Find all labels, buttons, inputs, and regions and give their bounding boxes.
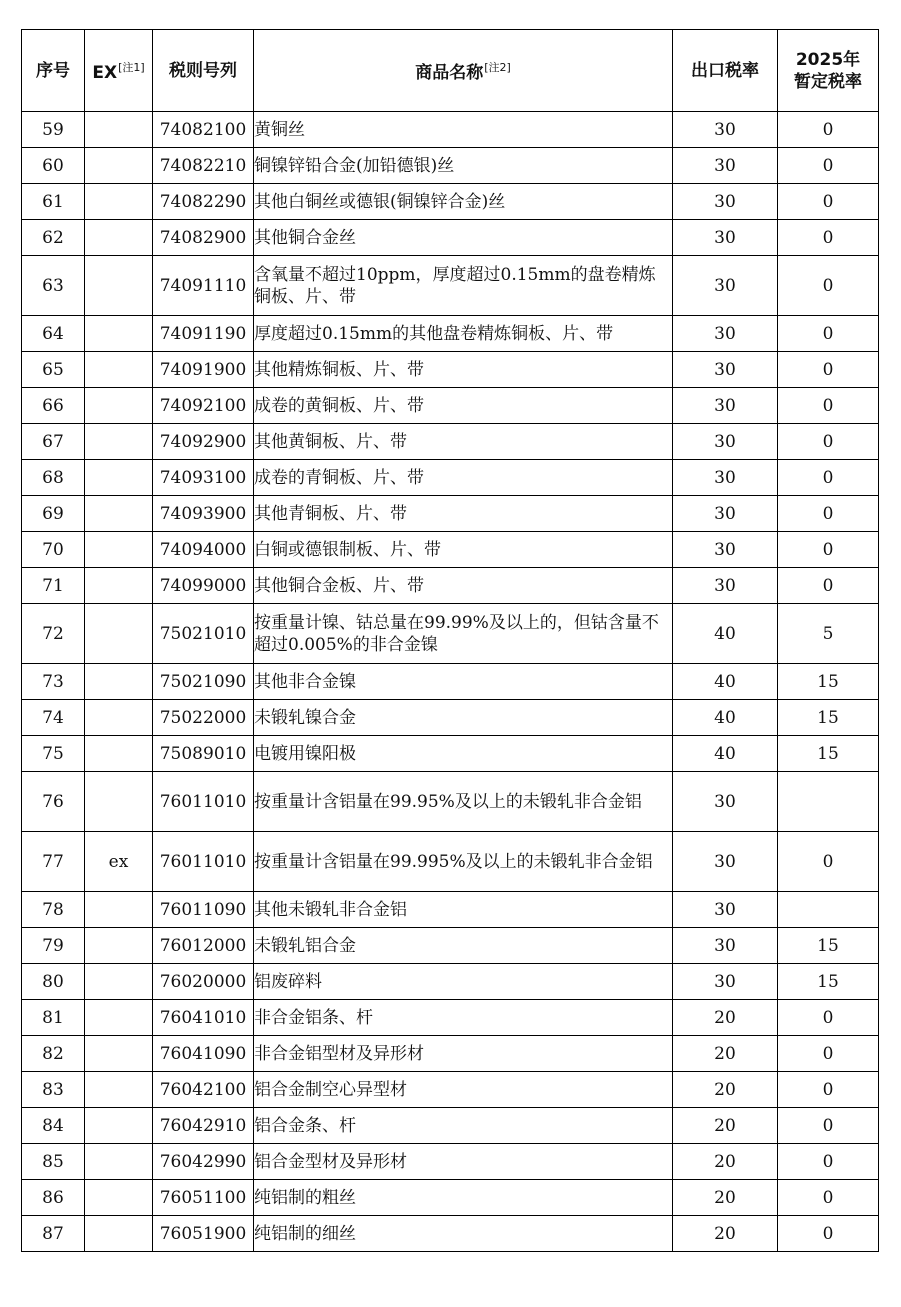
- cell-ex: [85, 148, 153, 184]
- cell-code: 76042100: [153, 1072, 254, 1108]
- cell-seq: 61: [22, 184, 85, 220]
- cell-code: 74099000: [153, 568, 254, 604]
- cell-temp-rate: 0: [778, 832, 879, 892]
- cell-temp-rate: 0: [778, 1036, 879, 1072]
- table-row: [22, 1180, 879, 1216]
- cell-code: 74092900: [153, 424, 254, 460]
- cell-export-rate: 30: [673, 388, 778, 424]
- table-row: [22, 460, 879, 496]
- table-row: [22, 112, 879, 148]
- cell-ex: [85, 316, 153, 352]
- cell-export-rate: 20: [673, 1144, 778, 1180]
- cell-code: 74091190: [153, 316, 254, 352]
- cell-temp-rate: 0: [778, 388, 879, 424]
- cell-code: 76042990: [153, 1144, 254, 1180]
- cell-export-rate: 30: [673, 892, 778, 928]
- cell-ex: [85, 568, 153, 604]
- cell-export-rate: 30: [673, 352, 778, 388]
- cell-temp-rate: 0: [778, 460, 879, 496]
- cell-temp-rate: 0: [778, 112, 879, 148]
- cell-export-rate: 20: [673, 1072, 778, 1108]
- cell-export-rate: 30: [673, 424, 778, 460]
- cell-name: 铝废碎料: [254, 964, 673, 1000]
- cell-name: 按重量计含铝量在99.995%及以上的未锻轧非合金铝: [254, 832, 673, 892]
- cell-ex: [85, 1180, 153, 1216]
- cell-code: 76051100: [153, 1180, 254, 1216]
- cell-export-rate: 40: [673, 700, 778, 736]
- cell-ex: [85, 1000, 153, 1036]
- cell-code: 76011090: [153, 892, 254, 928]
- table-row: [22, 1036, 879, 1072]
- table-row: [22, 256, 879, 316]
- cell-code: 74082290: [153, 184, 254, 220]
- cell-export-rate: 20: [673, 1180, 778, 1216]
- cell-name: 按重量计含铝量在99.95%及以上的未锻轧非合金铝: [254, 772, 673, 832]
- cell-seq: 83: [22, 1072, 85, 1108]
- cell-ex: [85, 184, 153, 220]
- cell-temp-rate: 0: [778, 352, 879, 388]
- cell-temp-rate: [778, 892, 879, 928]
- cell-ex: [85, 424, 153, 460]
- cell-seq: 77: [22, 832, 85, 892]
- table-body: [22, 112, 879, 1252]
- cell-name: 其他铜合金丝: [254, 220, 673, 256]
- cell-export-rate: 40: [673, 664, 778, 700]
- cell-temp-rate: 0: [778, 424, 879, 460]
- table-row: [22, 316, 879, 352]
- cell-seq: 60: [22, 148, 85, 184]
- cell-temp-rate: 15: [778, 928, 879, 964]
- cell-export-rate: 30: [673, 184, 778, 220]
- cell-ex: [85, 460, 153, 496]
- table-row: [22, 1216, 879, 1252]
- header-export-rate: 出口税率: [673, 30, 778, 112]
- cell-temp-rate: 0: [778, 1000, 879, 1036]
- cell-code: 76042910: [153, 1108, 254, 1144]
- cell-export-rate: 40: [673, 604, 778, 664]
- cell-export-rate: 40: [673, 736, 778, 772]
- cell-name: 其他黄铜板、片、带: [254, 424, 673, 460]
- table-row: [22, 772, 879, 832]
- cell-export-rate: 30: [673, 496, 778, 532]
- cell-code: 76012000: [153, 928, 254, 964]
- table-row: [22, 496, 879, 532]
- table-row: [22, 1072, 879, 1108]
- cell-seq: 74: [22, 700, 85, 736]
- cell-ex: [85, 1144, 153, 1180]
- cell-code: 74094000: [153, 532, 254, 568]
- cell-code: 76011010: [153, 832, 254, 892]
- cell-export-rate: 30: [673, 112, 778, 148]
- cell-ex: [85, 892, 153, 928]
- cell-ex: [85, 532, 153, 568]
- cell-export-rate: 30: [673, 220, 778, 256]
- cell-code: 76051900: [153, 1216, 254, 1252]
- header-seq: 序号: [22, 30, 85, 112]
- cell-name: 其他铜合金板、片、带: [254, 568, 673, 604]
- table-row: [22, 964, 879, 1000]
- cell-seq: 87: [22, 1216, 85, 1252]
- cell-ex: [85, 964, 153, 1000]
- header-name-note: [注2]: [484, 61, 511, 74]
- cell-ex: [85, 220, 153, 256]
- cell-seq: 76: [22, 772, 85, 832]
- cell-export-rate: 20: [673, 1000, 778, 1036]
- cell-export-rate: 20: [673, 1108, 778, 1144]
- cell-code: 75021090: [153, 664, 254, 700]
- cell-ex: [85, 352, 153, 388]
- cell-temp-rate: 0: [778, 316, 879, 352]
- cell-code: 75021010: [153, 604, 254, 664]
- cell-export-rate: 30: [673, 568, 778, 604]
- table-row: [22, 664, 879, 700]
- header-temp-rate: 2025年 暂定税率: [778, 30, 879, 112]
- table-row: [22, 424, 879, 460]
- cell-ex: [85, 736, 153, 772]
- cell-code: 76041090: [153, 1036, 254, 1072]
- cell-seq: 70: [22, 532, 85, 568]
- cell-name: 其他精炼铜板、片、带: [254, 352, 673, 388]
- cell-seq: 81: [22, 1000, 85, 1036]
- cell-name: 非合金铝条、杆: [254, 1000, 673, 1036]
- cell-name: 成卷的黄铜板、片、带: [254, 388, 673, 424]
- table-row: [22, 532, 879, 568]
- cell-seq: 63: [22, 256, 85, 316]
- cell-code: 74091900: [153, 352, 254, 388]
- table-row: [22, 568, 879, 604]
- cell-name: 厚度超过0.15mm的其他盘卷精炼铜板、片、带: [254, 316, 673, 352]
- cell-export-rate: 30: [673, 256, 778, 316]
- cell-seq: 71: [22, 568, 85, 604]
- cell-temp-rate: 15: [778, 664, 879, 700]
- cell-export-rate: 30: [673, 832, 778, 892]
- cell-name: 铝合金型材及异形材: [254, 1144, 673, 1180]
- cell-name: 纯铝制的粗丝: [254, 1180, 673, 1216]
- header-code: 税则号列: [153, 30, 254, 112]
- cell-temp-rate: 0: [778, 496, 879, 532]
- cell-temp-rate: 0: [778, 220, 879, 256]
- cell-name: 白铜或德银制板、片、带: [254, 532, 673, 568]
- cell-name: 铜镍锌铅合金(加铅德银)丝: [254, 148, 673, 184]
- cell-temp-rate: [778, 772, 879, 832]
- cell-seq: 65: [22, 352, 85, 388]
- cell-ex: [85, 928, 153, 964]
- cell-temp-rate: 0: [778, 532, 879, 568]
- cell-temp-rate: 0: [778, 568, 879, 604]
- cell-name: 非合金铝型材及异形材: [254, 1036, 673, 1072]
- cell-export-rate: 30: [673, 316, 778, 352]
- cell-seq: 84: [22, 1108, 85, 1144]
- table-row: [22, 928, 879, 964]
- cell-temp-rate: 5: [778, 604, 879, 664]
- cell-code: 75089010: [153, 736, 254, 772]
- cell-export-rate: 20: [673, 1216, 778, 1252]
- cell-seq: 66: [22, 388, 85, 424]
- cell-code: 76041010: [153, 1000, 254, 1036]
- cell-name: 其他未锻轧非合金铝: [254, 892, 673, 928]
- cell-temp-rate: 0: [778, 1144, 879, 1180]
- cell-export-rate: 30: [673, 532, 778, 568]
- header-ex: EX[注1]: [85, 30, 153, 112]
- cell-ex: [85, 664, 153, 700]
- cell-name: 其他白铜丝或德银(铜镍锌合金)丝: [254, 184, 673, 220]
- cell-name: 按重量计镍、钴总量在99.99%及以上的，但钴含量不超过0.005%的非合金镍: [254, 604, 673, 664]
- cell-name: 铝合金条、杆: [254, 1108, 673, 1144]
- cell-name: 纯铝制的细丝: [254, 1216, 673, 1252]
- cell-name: 未锻轧铝合金: [254, 928, 673, 964]
- cell-export-rate: 30: [673, 148, 778, 184]
- cell-ex: [85, 1036, 153, 1072]
- table-row: [22, 352, 879, 388]
- cell-seq: 86: [22, 1180, 85, 1216]
- cell-temp-rate: 0: [778, 1072, 879, 1108]
- cell-seq: 80: [22, 964, 85, 1000]
- table-row: [22, 388, 879, 424]
- table-row: [22, 1000, 879, 1036]
- cell-ex: [85, 388, 153, 424]
- cell-temp-rate: 15: [778, 736, 879, 772]
- cell-ex: [85, 772, 153, 832]
- table-row: [22, 184, 879, 220]
- cell-ex: ex: [85, 832, 153, 892]
- cell-seq: 73: [22, 664, 85, 700]
- table-row: [22, 892, 879, 928]
- table-header: [22, 30, 879, 112]
- cell-seq: 85: [22, 1144, 85, 1180]
- cell-export-rate: 30: [673, 772, 778, 832]
- cell-seq: 79: [22, 928, 85, 964]
- cell-name: 铝合金制空心异型材: [254, 1072, 673, 1108]
- cell-code: 76011010: [153, 772, 254, 832]
- cell-temp-rate: 0: [778, 148, 879, 184]
- cell-temp-rate: 15: [778, 700, 879, 736]
- cell-name: 其他非合金镍: [254, 664, 673, 700]
- cell-seq: 72: [22, 604, 85, 664]
- cell-temp-rate: 0: [778, 1216, 879, 1252]
- cell-name: 未锻轧镍合金: [254, 700, 673, 736]
- cell-export-rate: 20: [673, 1036, 778, 1072]
- cell-code: 76020000: [153, 964, 254, 1000]
- cell-ex: [85, 1072, 153, 1108]
- cell-name: 其他青铜板、片、带: [254, 496, 673, 532]
- cell-seq: 82: [22, 1036, 85, 1072]
- cell-ex: [85, 1108, 153, 1144]
- header-ex-note: [注1]: [118, 61, 145, 74]
- cell-code: 74082100: [153, 112, 254, 148]
- cell-ex: [85, 1216, 153, 1252]
- cell-seq: 64: [22, 316, 85, 352]
- cell-seq: 78: [22, 892, 85, 928]
- cell-code: 74091110: [153, 256, 254, 316]
- cell-code: 75022000: [153, 700, 254, 736]
- table-row: [22, 220, 879, 256]
- cell-temp-rate: 0: [778, 1180, 879, 1216]
- cell-ex: [85, 256, 153, 316]
- table-row: [22, 148, 879, 184]
- cell-ex: [85, 604, 153, 664]
- cell-name: 电镀用镍阳极: [254, 736, 673, 772]
- table-row: [22, 736, 879, 772]
- cell-code: 74092100: [153, 388, 254, 424]
- tariff-table: [21, 29, 879, 1252]
- cell-ex: [85, 112, 153, 148]
- cell-ex: [85, 496, 153, 532]
- cell-temp-rate: 0: [778, 256, 879, 316]
- table-row: [22, 1108, 879, 1144]
- cell-name: 成卷的青铜板、片、带: [254, 460, 673, 496]
- table-row: [22, 604, 879, 664]
- cell-temp-rate: 15: [778, 964, 879, 1000]
- cell-name: 含氧量不超过10ppm，厚度超过0.15mm的盘卷精炼铜板、片、带: [254, 256, 673, 316]
- cell-temp-rate: 0: [778, 1108, 879, 1144]
- cell-code: 74093900: [153, 496, 254, 532]
- cell-export-rate: 30: [673, 928, 778, 964]
- cell-export-rate: 30: [673, 964, 778, 1000]
- table-row: [22, 832, 879, 892]
- cell-export-rate: 30: [673, 460, 778, 496]
- cell-seq: 75: [22, 736, 85, 772]
- cell-code: 74082900: [153, 220, 254, 256]
- table-row: [22, 700, 879, 736]
- cell-seq: 67: [22, 424, 85, 460]
- cell-temp-rate: 0: [778, 184, 879, 220]
- cell-seq: 68: [22, 460, 85, 496]
- cell-seq: 62: [22, 220, 85, 256]
- cell-code: 74082210: [153, 148, 254, 184]
- cell-ex: [85, 700, 153, 736]
- cell-code: 74093100: [153, 460, 254, 496]
- cell-seq: 59: [22, 112, 85, 148]
- table-row: [22, 1144, 879, 1180]
- cell-name: 黄铜丝: [254, 112, 673, 148]
- header-name: 商品名称[注2]: [254, 30, 673, 112]
- cell-seq: 69: [22, 496, 85, 532]
